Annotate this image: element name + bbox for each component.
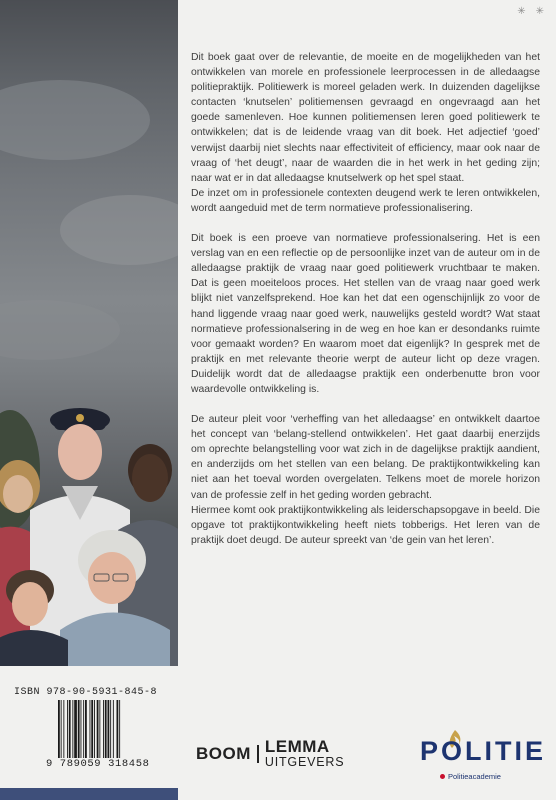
blurb-paragraph-2: De inzet om in professionele contexten deugend werk te leren ontwikkelen, wordt aangeduid met de term normatieve professionalisering. (191, 187, 540, 214)
blurb-paragraph-5: Hiermee komt ook praktijkontwikkeling als leiderschapsopgave in beeld. Die opgave tot praktijkontwikkeling heeft niets tobberigs. Het leren van de praktijk doet deugd. De auteur spreekt van ‘de gein van het leren’. (191, 504, 540, 546)
top-marks (517, 6, 544, 17)
cover-photo-people (0, 0, 178, 666)
blurb-paragraph-1: Dit boek gaat over de relevantie, de moeite en de mogelijkheden van het ontwikkelen van morele en professionele leerprocessen in de alledaagse politiepraktijk. Politiewerk is moreel geladen werk. In duizenden dagelijkse contacten ‘knutselen’ politiemensen gevraagd en ongevraagd aan het goede samenleven. Hoe kunnen politiemensen leren goed politiewerk te ontwikkelen; dat is de leidende vraag van dit boek. Het adjectief ‘goed’ verwijst daarbij niet slechts naar effectiviteit of efficiency, maar ook naar de vraag of ‘het deugt’, naar de waarden die in het werk in het geding zijn; naar wat er in dat alledaagse knutselwerk op het spel staat. (191, 52, 540, 184)
bottom-color-bar (0, 788, 178, 800)
mark-icon: ✳ (535, 6, 544, 17)
politie-subtitle: Politieacademie (448, 772, 501, 781)
publisher-logo (196, 738, 344, 769)
barcode-icon (58, 700, 148, 760)
blurb-paragraph-4: De auteur pleit voor ‘verheffing van het alledaagse’ en ontwikkelt daartoe het concept van ‘belang-stellend ontwikkelen’. Het gaat daarbij enerzijds om oprechte belangstelling voor wat zich in de dagelijkse praktijk aandient, en anderzijds om het stellen van een belang. De praktijkontwikkeling kan niet aan het toeval worden overgelaten. Telkens moet de morele horizon van de professie zelf in het geding worden gebracht. (191, 414, 540, 501)
publisher-name-lemma: LEMMA (264, 737, 330, 756)
barcode-number: 9 789059 318458 (46, 758, 150, 770)
publisher-name-boom: BOOM (196, 745, 259, 763)
isbn-label: ISBN 978-90-5931-845-8 (14, 687, 158, 698)
blurb-paragraph-3: Dit boek is een proeve van normatieve professionalsering. Het is een verslag van en een reflectie op de persoonlijke inzet van de auteur om in de alledaagse praktijk de vraag naar goed politiewerk vruchtbaar te maken. Dat is geen moeiteloos proces. Het stellen van de vraag naar goed werk blijkt niet vanzelfsprekend. Hoe kan het dat een ogenschijnlijk zo voor de hand liggende vraag naar goed werk, nauwelijks gesteld wordt? Wat staat normatieve professionalsering in de weg en hoe kan er desondanks ruimte voor gemaakt worden? En waarom moet dat eigenlijk? In gesprek met de praktijk en met relevante theorie werpt de auteur licht op deze vragen. Duidelijk wordt dat de alledaagse praktijk een onderbenutte bron voor waardevolle ontwikkeling is. (191, 233, 540, 395)
publisher-name-uitgevers: UITGEVERS (264, 755, 345, 769)
cover-photo (0, 0, 178, 666)
politie-wordmark: POLITIE (420, 736, 547, 766)
politie-dot-icon (440, 774, 445, 779)
politie-logo (420, 728, 550, 784)
mark-icon: ✳ (517, 6, 526, 17)
blurb-text (191, 50, 540, 563)
